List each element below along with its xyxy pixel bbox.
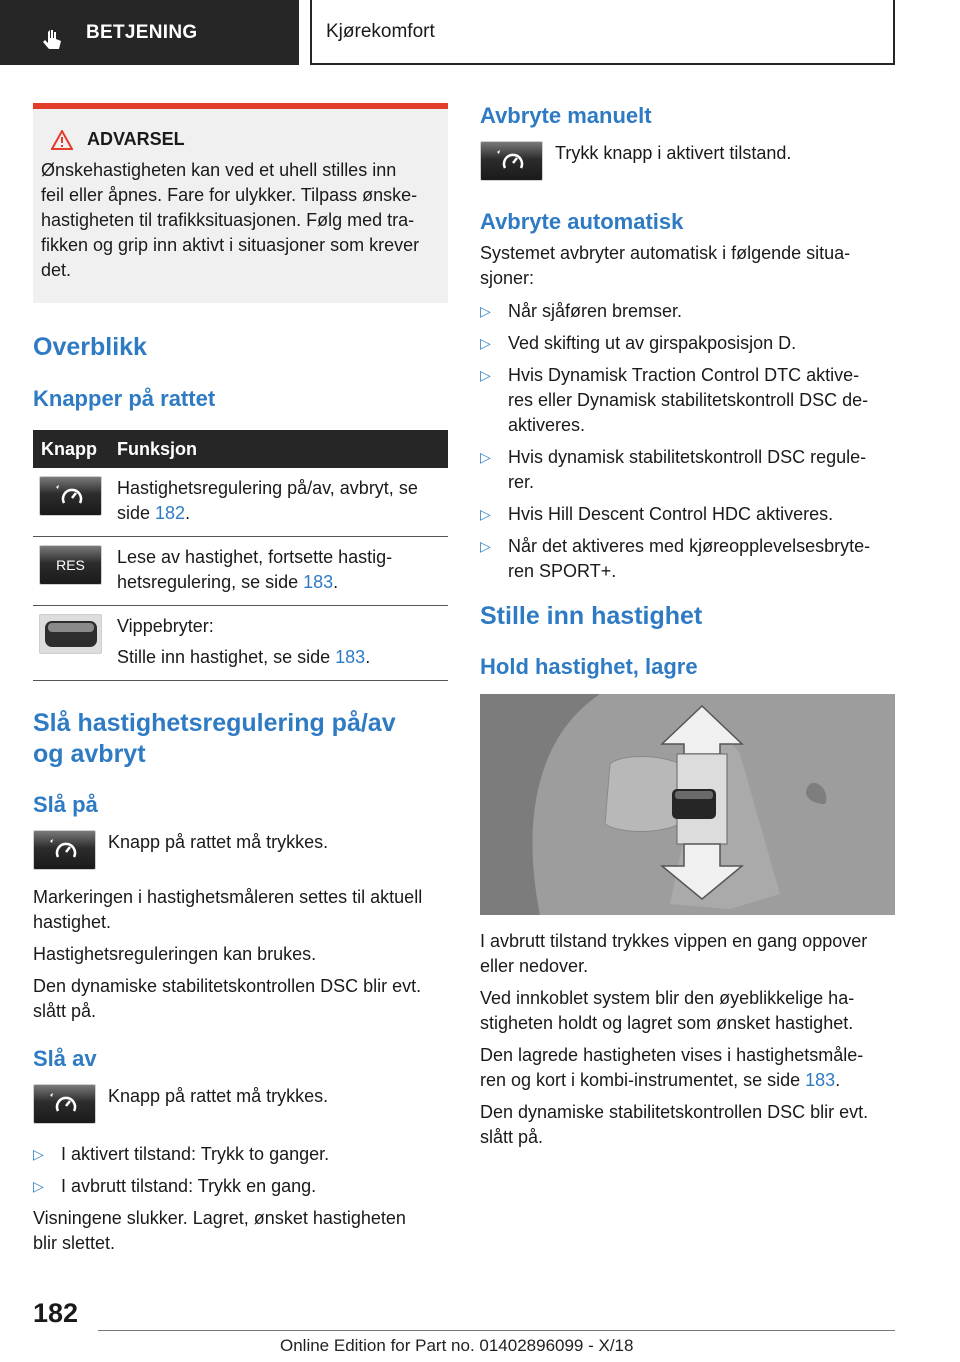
column-header-function: Funksjon [117,438,197,459]
paragraph: hastighet. [33,912,112,932]
paragraph: I avbrutt tilstand trykkes vippen en gang oppover [480,931,868,951]
list-item [480,502,895,527]
list-item-text [508,445,866,495]
row-text: . [333,572,339,592]
list-item-line: Når det aktiveres med kjøreopplevelsesbryte- [508,536,871,556]
paragraph: Den lagrede hastigheten vises i hastighetsmåle- [480,1045,864,1065]
row-text: . [185,503,191,523]
paragraph: Den dynamiske stabilitetskontrollen DSC blir evt. [33,976,422,996]
automatic-heading: Avbryte automatisk [480,209,684,234]
list-item-line: Hvis Dynamisk Traction Control DTC aktive- [508,365,860,385]
list-item-text [508,502,833,527]
list-item-line: rer. [508,472,535,492]
paragraph: blir slettet. [33,1233,116,1253]
warning-line: det. [41,260,72,280]
row-text: . [365,647,371,667]
list-item-line: aktiveres. [508,415,586,435]
bullet-triangle-icon: ▷ [33,1146,44,1162]
bullet-triangle-icon: ▷ [480,538,491,554]
overview-heading: Overblikk [33,333,147,361]
off-heading: Slå av [33,1046,97,1071]
bullet-triangle-icon: ▷ [480,335,491,351]
on-text: Knapp på rattet må trykkes. [108,832,329,852]
paragraph: eller nedover. [480,956,589,976]
list-item-line: ren SPORT+. [508,561,617,581]
row-text: Stille inn hastighet, se side [117,647,336,667]
list-item [480,534,895,584]
paragraph: Markeringen i hastighetsmåleren settes til aktuell [33,887,423,907]
chapter-title [310,0,895,65]
off-text: Knapp på rattet må trykkes. [108,1086,329,1106]
page-link[interactable]: 183 [335,647,366,667]
list-item-text [508,299,682,324]
paragraph: sjoner: [480,268,535,288]
paragraph: Den dynamiske stabilitetskontrollen DSC blir evt. [480,1102,869,1122]
page-link[interactable]: 183 [805,1070,836,1090]
list-item [33,1142,448,1167]
bullet-triangle-icon: ▷ [480,367,491,383]
paragraph-text: ren og kort i kombi-instrumentet, se side [480,1070,806,1090]
footer-divider [98,1330,895,1331]
list-item-text: I avbrutt tilstand: Trykk en gang. [61,1176,317,1196]
row-text: Vippebryter: [117,616,214,636]
buttons-table [33,430,448,681]
list-item [480,299,895,324]
chapter-label: Kjørekomfort [326,20,435,42]
footer-text: Online Edition for Part no. 01402896099 - X/18 [280,1336,634,1355]
onoff-heading [33,708,448,770]
setspeed-subheading: Hold hastighet, lagre [480,654,698,679]
paragraph: Hastighetsreguleringen kan brukes. [33,944,317,964]
list-item-line: res eller Dynamisk stabilitetskontroll DSC de- [508,390,869,410]
bullet-triangle-icon: ▷ [480,506,491,522]
row-text: side [117,503,156,523]
cruise-control-button-icon [33,830,96,870]
table-row [33,537,448,606]
warning-box [33,103,448,303]
table-header [33,430,448,468]
buttons-subheading: Knapper på rattet [33,386,216,411]
hand-pointer-icon [42,30,64,52]
paragraph: Systemet avbryter automatisk i følgende situa- [480,243,851,263]
list-item [480,445,895,495]
bullet-triangle-icon: ▷ [480,303,491,319]
list-item-text [508,363,868,438]
on-heading: Slå på [33,792,98,817]
setspeed-heading: Stille inn hastighet [480,602,703,630]
manual-text: Trykk knapp i aktivert tilstand. [555,143,792,163]
page-number: 182 [33,1298,79,1328]
paragraph-text: . [835,1070,841,1090]
list-item-text [508,331,796,356]
rocker-switch-icon [39,614,102,654]
list-item-line: Hvis dynamisk stabilitetskontroll DSC regule- [508,447,867,467]
bullet-triangle-icon: ▷ [480,449,491,465]
list-item [480,331,895,356]
warning-title: ADVARSEL [87,129,185,149]
list-item-line: Hvis Hill Descent Control HDC aktiveres. [508,504,834,524]
cruise-control-button-icon [480,141,543,181]
row-text: hetsregulering, se side [117,572,304,592]
warning-line: hastigheten til trafikksituasjonen. Følg med tra- [41,210,415,230]
cruise-control-button-icon [39,476,102,516]
warning-line: feil eller åpnes. Fare for ulykker. Tilpass ønske- [41,185,418,205]
warning-line: Ønskehastigheten kan ved et uhell stilles inn [41,160,397,180]
table-row [33,606,448,681]
cruise-control-button-icon [33,1084,96,1124]
paragraph: Ved innkoblet system blir den øyeblikkelige ha- [480,988,855,1008]
steering-wheel-photo [480,694,895,915]
onoff-heading-line: og avbryt [33,740,146,768]
column-header-button: Knapp [41,438,97,459]
paragraph: slått på. [480,1127,544,1147]
list-item-text: I aktivert tilstand: Trykk to ganger. [61,1144,330,1164]
bullet-triangle-icon: ▷ [33,1178,44,1194]
manual-heading: Avbryte manuelt [480,103,652,128]
warning-triangle-icon [51,130,73,150]
res-label: RES [56,557,85,573]
automatic-list [480,299,895,584]
paragraph: slått på. [33,1001,97,1021]
row-text: Lese av hastighet, fortsette hastig- [117,547,393,567]
page-link[interactable]: 182 [155,503,186,523]
list-item-line: Ved skifting ut av girspakposisjon D. [508,333,797,353]
onoff-heading-line: Slå hastighetsregulering på/av [33,709,396,737]
warning-line: fikken og grip inn aktivt i situasjoner som krever [41,235,420,255]
paragraph: Visningene slukker. Lagret, ønsket hastigheten [33,1208,406,1228]
res-button-icon [39,545,102,585]
section-tab[interactable] [0,0,299,65]
list-item-text [508,534,870,584]
paragraph [480,1068,895,1093]
list-item-line: Når sjåføren bremser. [508,301,683,321]
list-item [480,363,895,438]
paragraph: stigheten holdt og lagret som ønsket hastighet. [480,1013,854,1033]
list-item [33,1174,448,1199]
table-row [33,468,448,537]
row-text: Hastighetsregulering på/av, avbryt, se [117,478,418,498]
section-label: BETJENING [86,21,198,43]
page-link[interactable]: 183 [303,572,334,592]
